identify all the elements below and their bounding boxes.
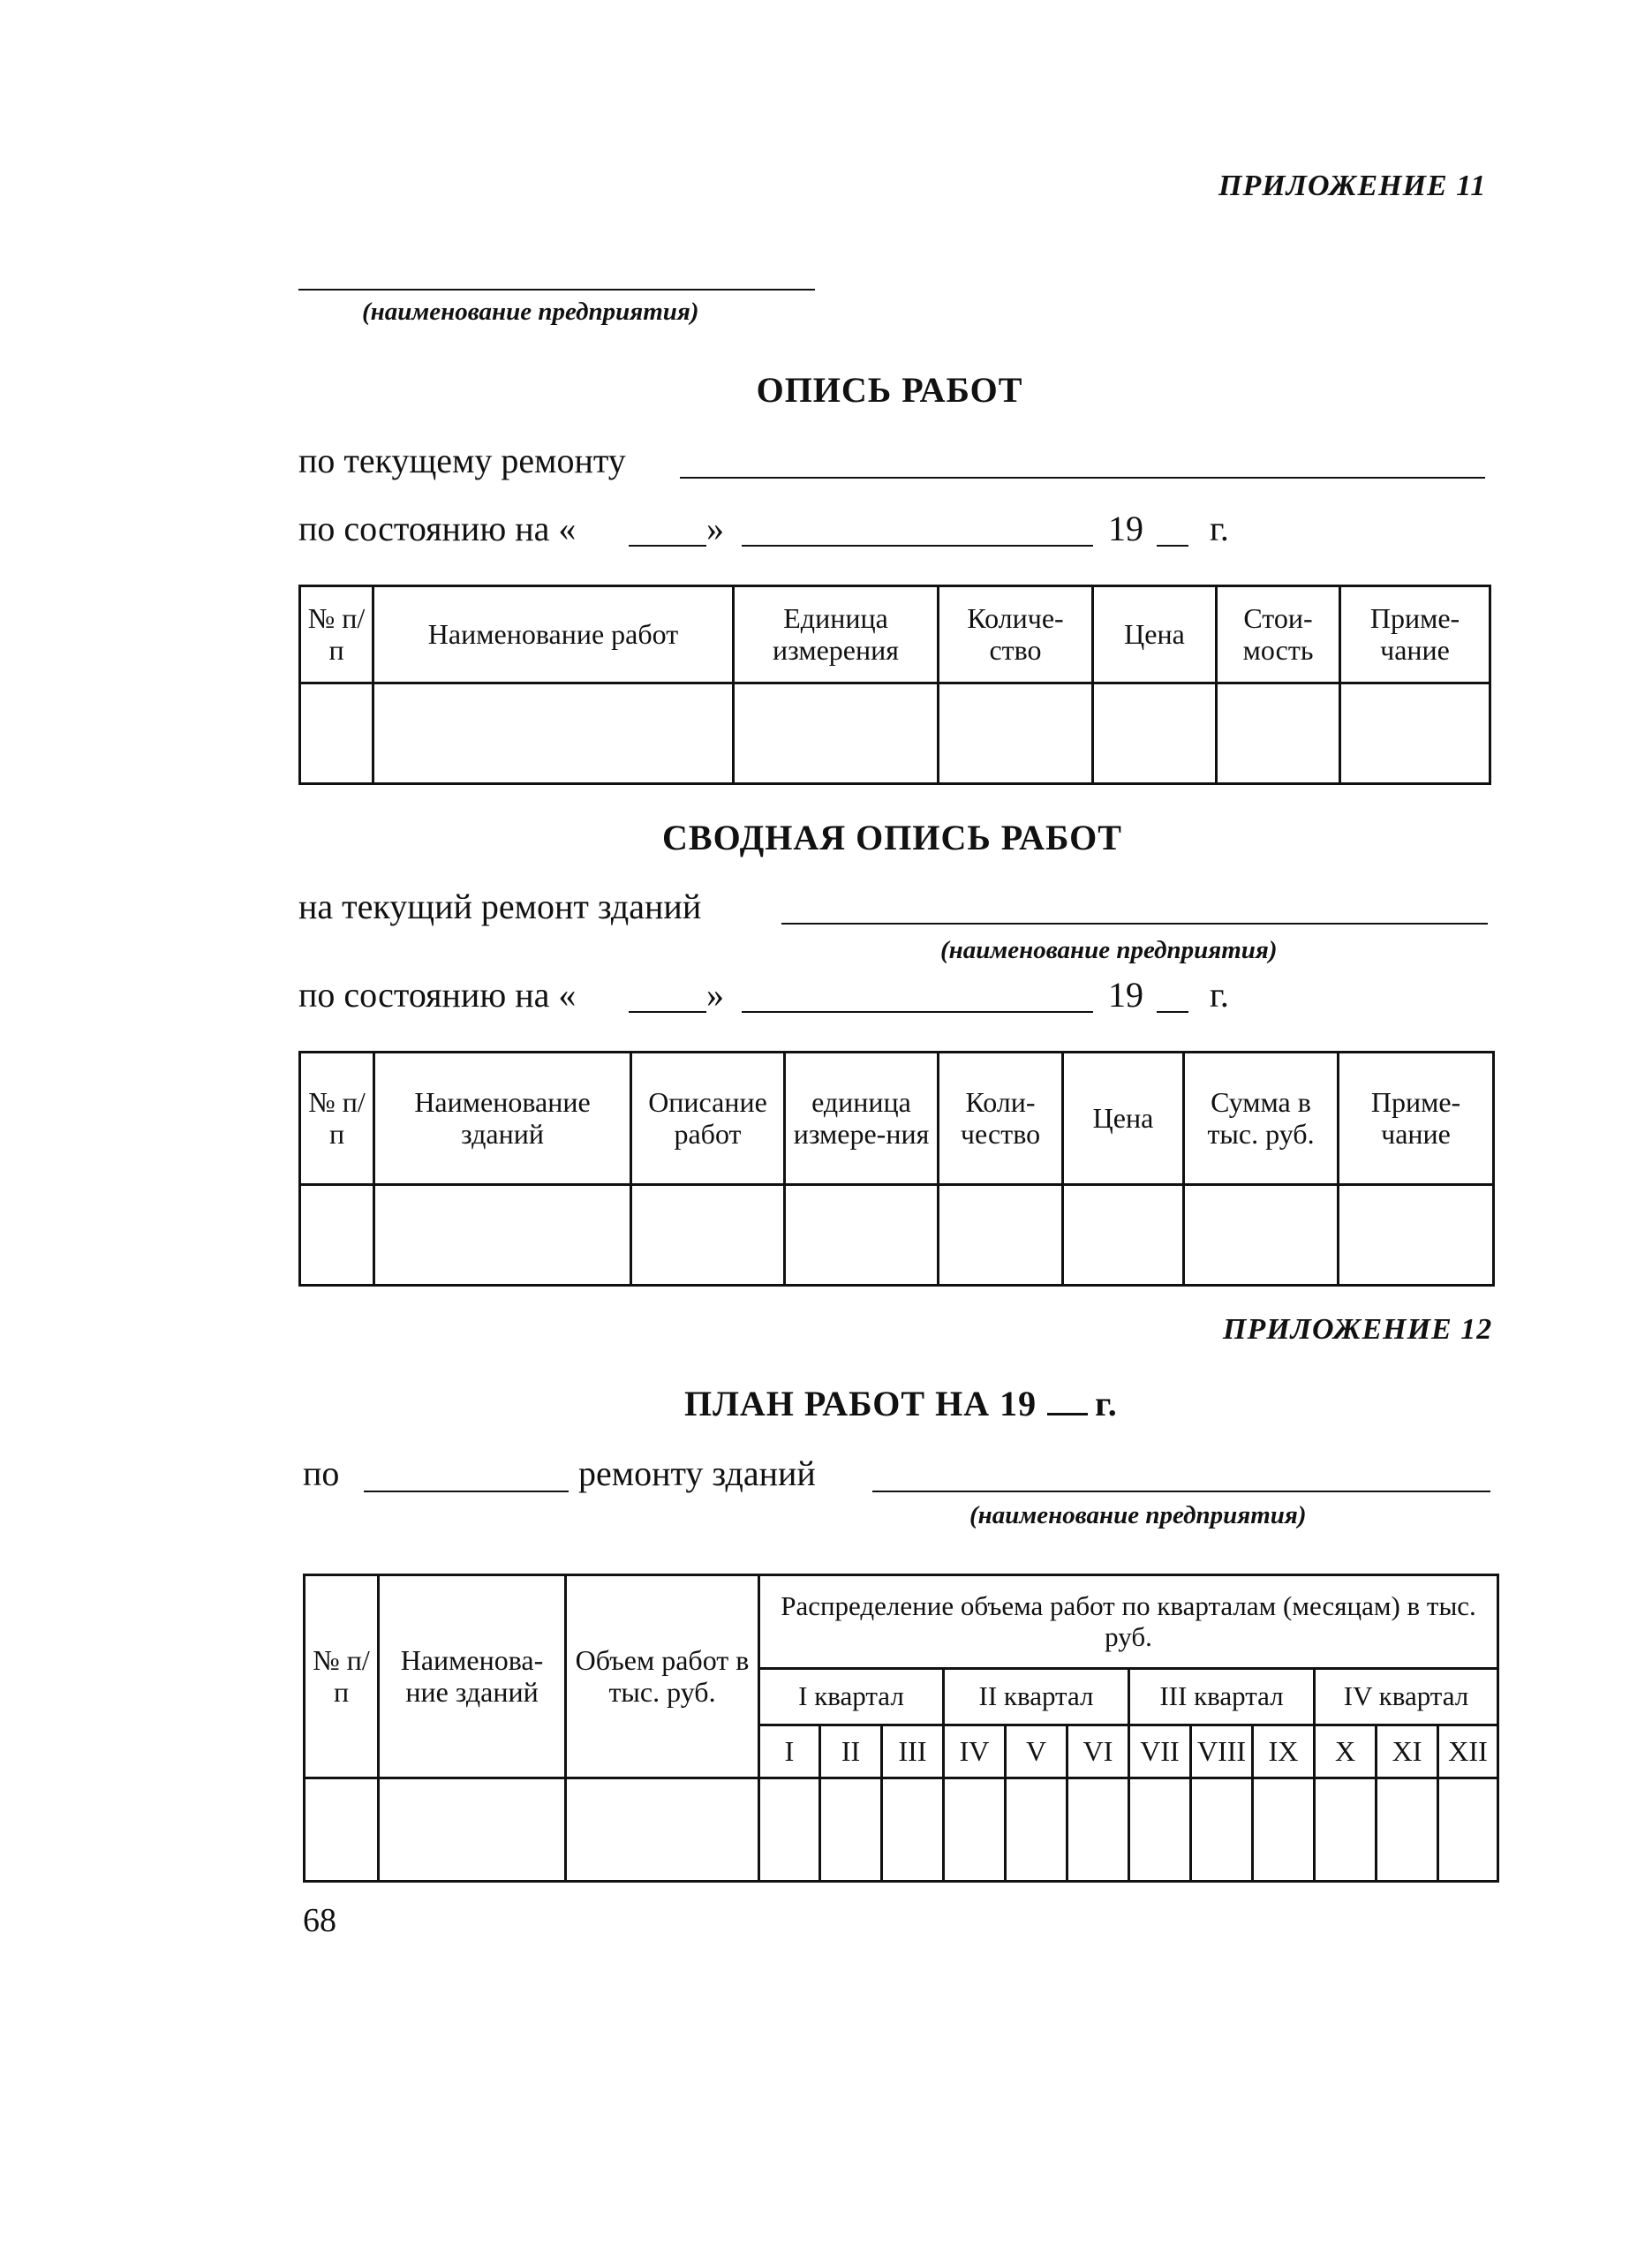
section2-day-blank [629, 1011, 706, 1013]
table-cell[interactable] [1340, 683, 1490, 784]
table-cell[interactable] [939, 1185, 1063, 1286]
section1-line1-blank [680, 477, 1485, 479]
header-cell: Приме-чание [1339, 1053, 1494, 1185]
table-cell[interactable] [374, 1185, 631, 1286]
table-cell[interactable] [734, 683, 939, 784]
table-cell[interactable] [944, 1778, 1006, 1882]
enterprise-name-line [298, 289, 815, 291]
header-cell: Единица измерения [734, 586, 939, 683]
section1-month-blank [742, 545, 1093, 547]
section1-year-suffix: г. [1210, 509, 1229, 548]
table-cell[interactable] [1377, 1778, 1438, 1882]
section3-year-blank [1047, 1413, 1088, 1415]
table-row [305, 1778, 1498, 1882]
section1-table-header [300, 586, 1490, 683]
header-cell: Объем работ в тыс. руб. [566, 1575, 759, 1778]
section3-line-mid: ремонту зданий [578, 1453, 816, 1493]
table-cell[interactable] [882, 1778, 944, 1882]
header-cell: Количе-ство [939, 586, 1093, 683]
table-cell[interactable] [1067, 1778, 1129, 1882]
section2-year-prefix: 19 [1108, 975, 1143, 1015]
section2-date-mid: » [706, 975, 724, 1015]
table-cell[interactable] [1006, 1778, 1067, 1882]
table-cell[interactable] [1191, 1778, 1253, 1882]
header-cell: Сумма в тыс. руб. [1184, 1053, 1339, 1185]
quarter-header: III квартал [1129, 1669, 1315, 1725]
section2-table-header [300, 1053, 1494, 1185]
section1-line1: по текущему ремонту [298, 441, 626, 480]
header-cell: Наименование работ [373, 586, 734, 683]
quarter-header: IV квартал [1315, 1669, 1498, 1725]
month-header: II [820, 1725, 882, 1778]
month-header: VII [1129, 1725, 1191, 1778]
table-cell[interactable] [373, 683, 734, 784]
month-header: V [1006, 1725, 1067, 1778]
month-header: X [1315, 1725, 1377, 1778]
appendix-12-label: ПРИЛОЖЕНИЕ 12 [1223, 1313, 1493, 1346]
header-cell: Коли-чество [939, 1053, 1063, 1185]
section1-year-prefix: 19 [1108, 509, 1143, 548]
page-number: 68 [303, 1902, 336, 1939]
section2-table [298, 1051, 1495, 1287]
section1-table [298, 585, 1491, 785]
quarter-header: I квартал [759, 1669, 944, 1725]
table-cell[interactable] [1339, 1185, 1494, 1286]
table-row [300, 1185, 1494, 1286]
month-header: IX [1253, 1725, 1315, 1778]
section3-title-prefix: ПЛАН РАБОТ НА 19 [684, 1384, 1037, 1423]
section2-line1-blank [781, 923, 1488, 925]
header-cell: № п/п [300, 586, 373, 683]
quarter-header: II квартал [944, 1669, 1129, 1725]
month-header: VIII [1191, 1725, 1253, 1778]
table-cell[interactable] [1063, 1185, 1184, 1286]
section2-year-blank [1157, 1011, 1188, 1013]
section3-table-header-row1 [305, 1575, 1498, 1669]
section1-date-prefix: по состоянию на « [298, 509, 577, 548]
month-header: XI [1377, 1725, 1438, 1778]
table-cell[interactable] [1438, 1778, 1498, 1882]
table-cell[interactable] [379, 1778, 566, 1882]
month-header: VI [1067, 1725, 1129, 1778]
header-cell: № п/п [300, 1053, 374, 1185]
header-cell: Стои-мость [1217, 586, 1340, 683]
section2-date-prefix: по состоянию на « [298, 975, 577, 1015]
table-cell[interactable] [1129, 1778, 1191, 1882]
header-cell: Наименование зданий [374, 1053, 631, 1185]
header-cell: Приме-чание [1340, 586, 1490, 683]
header-cell: № п/п [305, 1575, 379, 1778]
section2-month-blank [742, 1011, 1093, 1013]
header-cell: Цена [1063, 1053, 1184, 1185]
section1-title: ОПИСЬ РАБОТ [756, 370, 1023, 410]
distribution-header: Распределение объема работ по кварталам (месяцам) в тыс. руб. [759, 1575, 1498, 1669]
section3-repair-type-blank [364, 1491, 569, 1492]
table-cell[interactable] [939, 683, 1093, 784]
header-cell: Описание работ [631, 1053, 785, 1185]
table-cell[interactable] [1184, 1185, 1339, 1286]
section3-enterprise-caption: (наименование предприятия) [969, 1501, 1307, 1529]
section1-year-blank [1157, 545, 1188, 547]
month-header: XII [1438, 1725, 1498, 1778]
table-cell[interactable] [300, 1185, 374, 1286]
section3-title-suffix: г. [1095, 1384, 1118, 1423]
table-cell[interactable] [785, 1185, 939, 1286]
table-cell[interactable] [300, 683, 373, 784]
table-cell[interactable] [631, 1185, 785, 1286]
table-cell[interactable] [1093, 683, 1217, 784]
section2-enterprise-caption: (наименование предприятия) [940, 936, 1278, 964]
appendix-11-label: ПРИЛОЖЕНИЕ 11 [1218, 170, 1487, 202]
enterprise-caption-top: (наименование предприятия) [362, 298, 699, 326]
table-cell[interactable] [1315, 1778, 1377, 1882]
section3-title [0, 1383, 1652, 1424]
header-cell: Наименова-ние зданий [379, 1575, 566, 1778]
table-cell[interactable] [305, 1778, 379, 1882]
section3-line-prefix: по [303, 1453, 340, 1493]
month-header: I [759, 1725, 820, 1778]
section2-year-suffix: г. [1210, 975, 1229, 1015]
table-row [300, 683, 1490, 784]
month-header: IV [944, 1725, 1006, 1778]
header-cell: Цена [1093, 586, 1217, 683]
section3-enterprise-blank [872, 1491, 1490, 1492]
table-cell[interactable] [820, 1778, 882, 1882]
month-header: III [882, 1725, 944, 1778]
table-cell[interactable] [1253, 1778, 1315, 1882]
table-cell[interactable] [1217, 683, 1340, 784]
header-cell: единица измере-ния [785, 1053, 939, 1185]
section2-title: СВОДНАЯ ОПИСЬ РАБОТ [662, 818, 1122, 857]
section1-date-mid: » [706, 509, 724, 548]
table-cell[interactable] [566, 1778, 759, 1882]
section2-line1: на текущий ремонт зданий [298, 887, 702, 926]
section1-day-blank [629, 545, 706, 547]
section3-table [303, 1574, 1499, 1883]
table-cell[interactable] [759, 1778, 820, 1882]
